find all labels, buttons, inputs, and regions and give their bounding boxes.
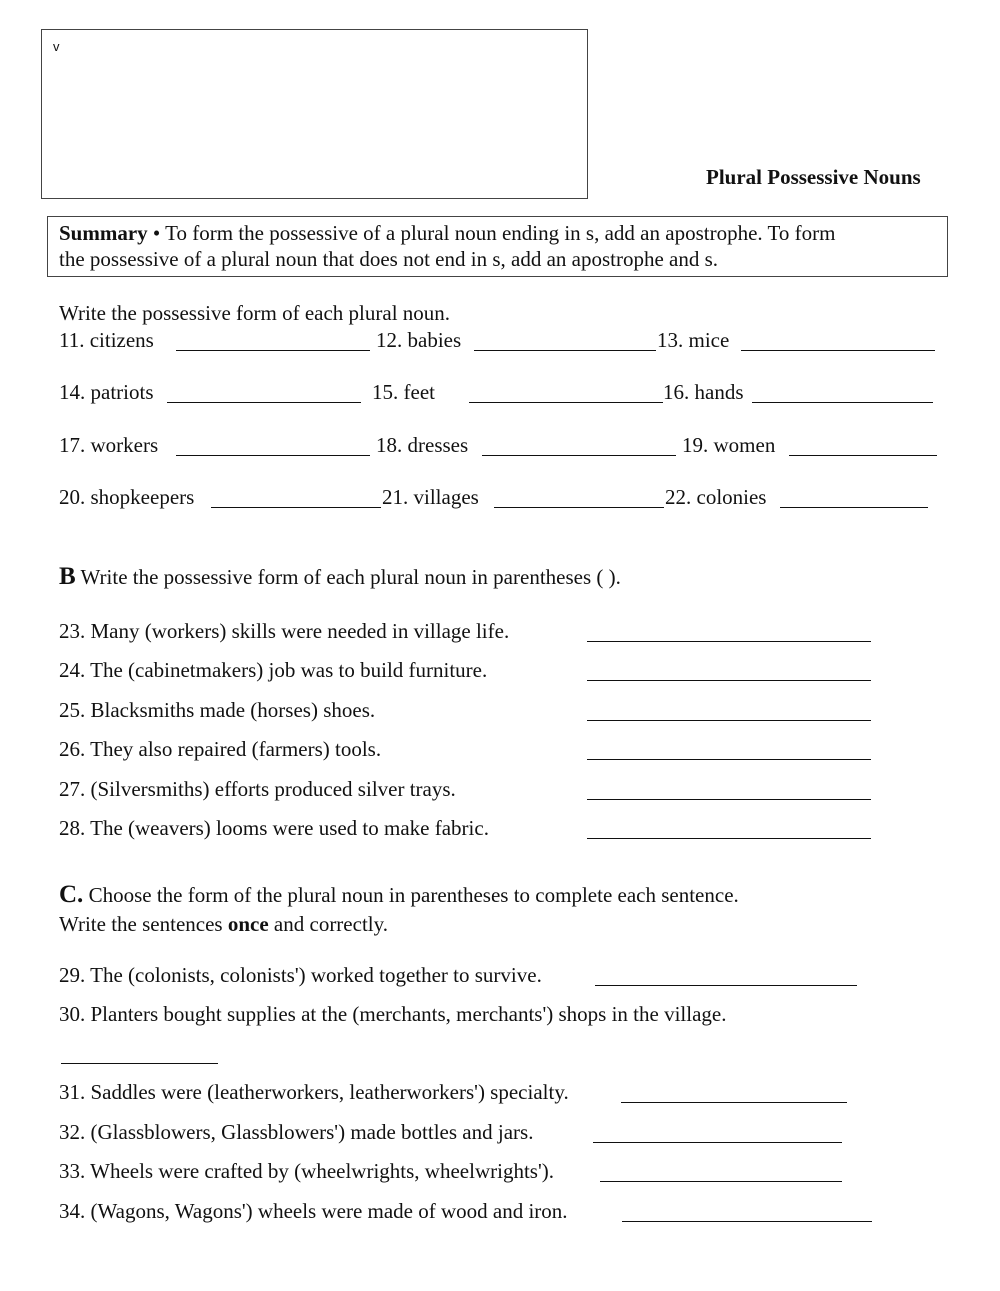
- list-item: 33. Wheels were crafted by (wheelwrights, wheelwrights').: [59, 1159, 554, 1183]
- answer-blank-23[interactable]: [587, 641, 871, 642]
- answer-blank-12[interactable]: [474, 350, 656, 351]
- list-item: 19. women: [682, 433, 776, 457]
- list-item: 14. patriots: [59, 380, 154, 404]
- answer-blank-33[interactable]: [600, 1181, 842, 1182]
- instruction-emphasis: once: [227, 912, 269, 936]
- list-item: 26. They also repaired (farmers) tools.: [59, 737, 382, 761]
- instruction-text: and correctly.: [268, 912, 388, 936]
- answer-blank-22[interactable]: [780, 507, 928, 508]
- answer-blank-24[interactable]: [587, 680, 871, 681]
- list-item: 13. mice: [657, 328, 730, 352]
- answer-blank-15[interactable]: [469, 402, 663, 403]
- section-b-heading: [59, 565, 621, 589]
- summary-label: Summary: [59, 221, 148, 245]
- list-item: 29. The (colonists, colonists') worked together to survive.: [59, 963, 542, 987]
- section-c-heading: [59, 883, 739, 907]
- list-item: 21. villages: [382, 485, 479, 509]
- list-item: 20. shopkeepers: [59, 485, 195, 509]
- list-item: 12. babies: [376, 328, 462, 352]
- list-item: 15. feet: [372, 380, 435, 404]
- answer-blank-29[interactable]: [595, 985, 857, 986]
- answer-blank-28[interactable]: [587, 838, 871, 839]
- name-box[interactable]: [41, 29, 588, 199]
- instruction-text: Write the sentences: [59, 912, 228, 936]
- list-item: 27. (Silversmiths) efforts produced silver trays.: [59, 777, 456, 801]
- answer-blank-13[interactable]: [741, 350, 935, 351]
- list-item: 17. workers: [59, 433, 159, 457]
- answer-blank-16[interactable]: [752, 402, 933, 403]
- corner-mark: v: [53, 39, 60, 54]
- section-b-letter: B: [59, 563, 76, 590]
- section-c-instruction-1: Choose the form of the plural noun in parentheses to complete each sentence.: [83, 883, 739, 907]
- list-item: 30. Planters bought supplies at the (merchants, merchants') shops in the village.: [59, 1002, 727, 1026]
- answer-blank-26[interactable]: [587, 759, 871, 760]
- answer-blank-14[interactable]: [167, 402, 361, 403]
- answer-blank-19[interactable]: [789, 455, 937, 456]
- section-b-instruction: Write the possessive form of each plural noun in parentheses ( ).: [75, 565, 621, 589]
- answer-blank-34[interactable]: [622, 1221, 872, 1222]
- list-item: 18. dresses: [376, 433, 469, 457]
- list-item: 22. colonies: [665, 485, 767, 509]
- answer-blank-17[interactable]: [176, 455, 370, 456]
- list-item: 32. (Glassblowers, Glassblowers') made bottles and jars.: [59, 1120, 534, 1144]
- answer-blank-20[interactable]: [211, 507, 381, 508]
- section-a-instruction: Write the possessive form of each plural noun.: [59, 301, 451, 325]
- section-c-letter: C.: [59, 881, 84, 908]
- list-item: 34. (Wagons, Wagons') wheels were made of wood and iron.: [59, 1199, 568, 1223]
- list-item: 28. The (weavers) looms were used to make fabric.: [59, 816, 489, 840]
- answer-blank-11[interactable]: [176, 350, 370, 351]
- answer-blank-18[interactable]: [482, 455, 676, 456]
- section-c-instruction-2: [59, 912, 388, 936]
- list-item: 16. hands: [663, 380, 744, 404]
- summary-box: [47, 216, 948, 277]
- list-item: 23. Many (workers) skills were needed in village life.: [59, 619, 510, 643]
- answer-blank-32[interactable]: [593, 1142, 842, 1143]
- list-item: 31. Saddles were (leatherworkers, leatherworkers') specialty.: [59, 1080, 569, 1104]
- answer-blank-21[interactable]: [494, 507, 664, 508]
- answer-blank-30[interactable]: [61, 1063, 218, 1064]
- answer-blank-25[interactable]: [587, 720, 871, 721]
- summary-line-1: • To form the possessive of a plural noun ending in s, add an apostrophe. To form: [147, 221, 836, 245]
- summary-line-2: the possessive of a plural noun that does not end in s, add an apostrophe and s.: [59, 247, 719, 271]
- list-item: 25. Blacksmiths made (horses) shoes.: [59, 698, 376, 722]
- list-item: 11. citizens: [59, 328, 154, 352]
- list-item: 24. The (cabinetmakers) job was to build furniture.: [59, 658, 488, 682]
- answer-blank-27[interactable]: [587, 799, 871, 800]
- page-title: Plural Possessive Nouns: [706, 165, 921, 189]
- answer-blank-31[interactable]: [621, 1102, 847, 1103]
